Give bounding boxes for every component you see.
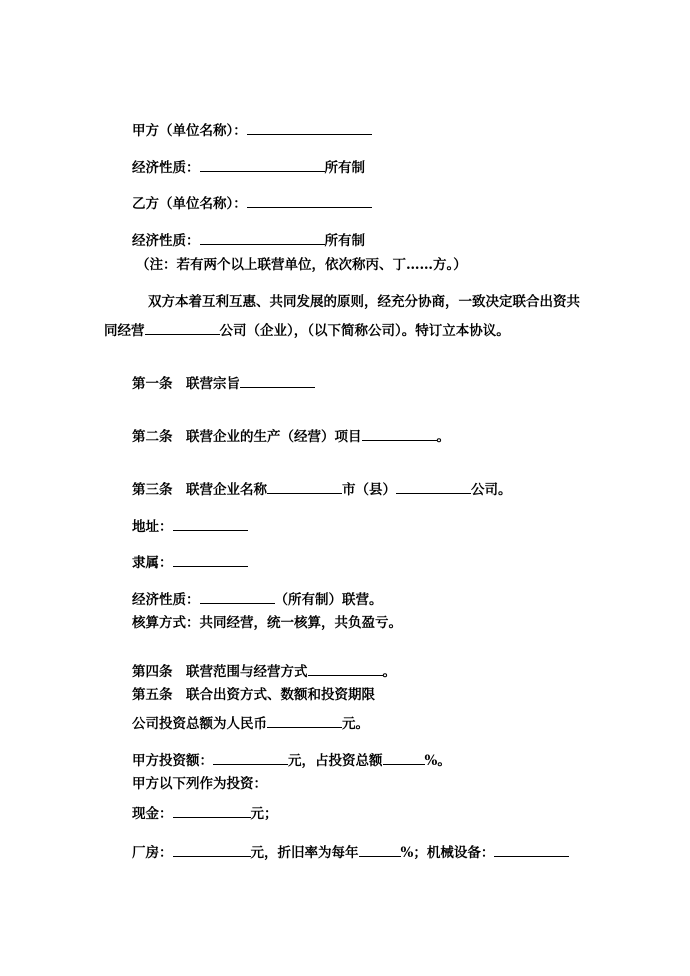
- article-3-mid: 市（县）: [342, 482, 396, 498]
- preamble-line2-suffix: 公司（企业），（以下简称公司）。特订立本协议。: [219, 323, 510, 339]
- a-list-line: 甲方以下列作为投资：: [132, 776, 267, 792]
- econ-c-blank[interactable]: [200, 589, 275, 604]
- article-1-blank[interactable]: [240, 373, 315, 388]
- cash-suffix: 元；: [250, 806, 278, 822]
- article-2: [132, 426, 450, 445]
- article-1: [132, 373, 315, 392]
- party-a-line: [132, 120, 372, 139]
- total-invest-suffix: 元。: [342, 716, 369, 732]
- company-blank[interactable]: [396, 479, 471, 494]
- total-invest-line: [132, 713, 369, 732]
- article-4-blank[interactable]: [308, 661, 383, 676]
- article-3-suffix: 公司。: [471, 482, 512, 498]
- cash-blank[interactable]: [173, 803, 251, 818]
- econ-a-label: 经济性质：: [132, 160, 200, 176]
- address-line: [132, 516, 248, 535]
- party-b-blank[interactable]: [247, 193, 372, 208]
- article-3: [132, 479, 512, 498]
- article-5: 第五条 联合出资方式、数额和投资期限: [132, 687, 375, 703]
- party-b-label: 乙方（单位名称）：: [132, 196, 247, 212]
- econ-a-suffix: 所有制: [324, 160, 365, 176]
- a-invest-amount-blank[interactable]: [213, 750, 288, 765]
- plant-mid2: %；机械设备：: [400, 845, 495, 861]
- econ-a-blank[interactable]: [200, 157, 325, 172]
- depreciation-blank[interactable]: [359, 842, 401, 857]
- party-a-blank[interactable]: [247, 120, 372, 135]
- a-invest-line: [132, 750, 451, 769]
- econ-a-line: [132, 157, 365, 176]
- note: （注：若有两个以上联营单位，依次称丙、丁……方。）: [136, 257, 467, 273]
- preamble-line1: 双方本着互利互惠、共同发展的原则，经充分协商，一致决定联合出资共: [148, 294, 580, 310]
- econ-b-blank[interactable]: [200, 230, 325, 245]
- article-1-label: 第一条 联营宗旨: [132, 376, 240, 392]
- article-3-label: 第三条 联营企业名称: [132, 482, 267, 498]
- econ-c-label: 经济性质：: [132, 592, 200, 608]
- a-invest-label: 甲方投资额：: [132, 753, 213, 769]
- article-4-label: 第四条 联营范围与经营方式: [132, 664, 308, 680]
- plant-mid: 元，折旧率为每年: [250, 845, 359, 861]
- article-2-label: 第二条 联营企业的生产（经营）项目: [132, 429, 362, 445]
- total-invest-blank[interactable]: [267, 713, 342, 728]
- plant-line: [132, 842, 569, 861]
- article-2-blank[interactable]: [362, 426, 437, 441]
- machinery-blank[interactable]: [494, 842, 569, 857]
- address-label: 地址：: [132, 519, 173, 535]
- preamble-line2-prefix: 同经营: [104, 323, 145, 339]
- plant-blank[interactable]: [173, 842, 251, 857]
- city-blank[interactable]: [267, 479, 342, 494]
- a-invest-suffix: %。: [424, 753, 451, 769]
- a-invest-mid: 元，占投资总额: [288, 753, 383, 769]
- econ-c-line: [132, 589, 383, 608]
- article-4: [132, 661, 396, 680]
- affiliation-label: 隶属：: [132, 555, 173, 571]
- article-4-suffix: 。: [382, 664, 396, 680]
- article-2-suffix: 。: [436, 429, 450, 445]
- accounting-line: 核算方式：共同经营，统一核算，共负盈亏。: [132, 615, 402, 631]
- party-b-line: [132, 193, 372, 212]
- plant-label: 厂房：: [132, 845, 173, 861]
- preamble-line2: [104, 320, 510, 339]
- party-a-label: 甲方（单位名称）：: [132, 123, 247, 139]
- affiliation-blank[interactable]: [173, 552, 248, 567]
- cash-line: [132, 803, 278, 822]
- econ-b-line: [132, 230, 365, 249]
- total-invest-label: 公司投资总额为人民币: [132, 716, 267, 732]
- econ-c-suffix: （所有制）联营。: [274, 592, 383, 608]
- econ-b-suffix: 所有制: [324, 233, 365, 249]
- address-blank[interactable]: [173, 516, 248, 531]
- affiliation-line: [132, 552, 248, 571]
- econ-b-label: 经济性质：: [132, 233, 200, 249]
- company-name-blank[interactable]: [145, 320, 220, 335]
- a-invest-percent-blank[interactable]: [383, 750, 425, 765]
- cash-label: 现金：: [132, 806, 173, 822]
